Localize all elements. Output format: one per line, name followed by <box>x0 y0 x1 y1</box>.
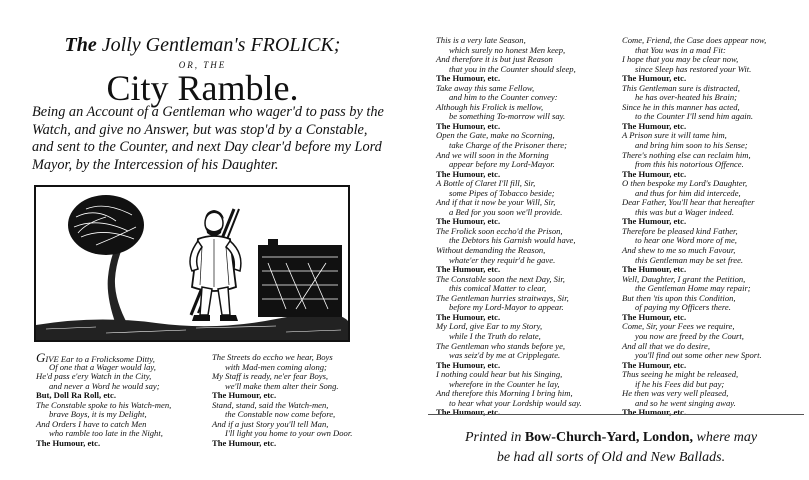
imprint-post: where may <box>696 430 758 445</box>
refrain-line: The Humour, etc. <box>622 311 687 322</box>
refrain-line: The Humour, etc. <box>622 168 687 179</box>
verse-line: My Lord, give Ear to my Story, <box>436 321 543 332</box>
drop-cap: G <box>36 350 46 365</box>
verse-line: Well, Daughter, I grant the Petition, <box>622 273 746 284</box>
verse-line: Stand, stand, said the Watch-men, <box>212 399 329 410</box>
verse-line: this was but a Wager indeed. <box>635 206 734 217</box>
imprint-line-1 <box>436 428 786 448</box>
refrain-line: The Humour, etc. <box>436 359 501 370</box>
verse-line: I nothing could hear but his Singing, <box>436 369 563 380</box>
verse-line: to hear one Word more of me, <box>635 235 737 246</box>
refrain-line: The Humour, etc. <box>436 216 501 227</box>
refrain-line: The Humour, etc. <box>436 407 501 418</box>
verse-line: the Constable now come before, <box>225 409 336 420</box>
title-frolick: FROLICK; <box>250 34 341 56</box>
bed <box>258 239 342 317</box>
verse-line: if he his Fees did but pay; <box>635 378 725 389</box>
refrain-line: The Humour, etc. <box>212 437 277 448</box>
imprint-line-2: be had all sorts of Old and New Ballads. <box>496 450 726 465</box>
verse-line: we'll make them alter their Song. <box>225 380 339 391</box>
verse-line: the Gentleman Home may repair; <box>635 283 751 294</box>
verse-line: My Staff is ready, ne'er fear Boys, <box>212 371 329 382</box>
verse-line: He'd pass e'ery Watch in the City, <box>36 371 152 382</box>
title-jolly: Jolly Gentleman's <box>101 34 246 56</box>
verse-line: The Gentleman hurries straitways, Sir, <box>436 292 569 303</box>
verse-line: But then 'tis upon this Condition, <box>622 292 736 303</box>
verse-line: O then bespoke my Lord's Daughter, <box>622 178 748 189</box>
verse-line: Come, Friend, the Case does appear now, <box>622 35 767 45</box>
refrain-line: The Humour, etc. <box>436 168 501 179</box>
verse-line: and thus for him did intercede, <box>635 187 741 198</box>
imprint-pre: Printed in <box>464 430 522 445</box>
verse-line: brave Boys, it is my Delight, <box>49 409 147 420</box>
verse-line: Dear Father, You'll hear that hereafter <box>622 197 755 208</box>
refrain-line: But, Doll Ra Roll, etc. <box>36 390 116 401</box>
verse-line: Open the Gate, make no Scorning, <box>436 130 555 141</box>
verse-line: was seiz'd by me at Cripplegate. <box>449 350 561 361</box>
refrain-line: The Humour, etc. <box>212 390 277 401</box>
verse-line: And if that it now be your Will, Sir, <box>436 197 556 208</box>
verse-line: who ramble too late in the Night, <box>49 428 163 439</box>
verse-line: And therefore this Morning I bring him, <box>436 388 573 399</box>
verse-line: you now are freed by the Court, <box>635 330 744 341</box>
refrain-line: The Humour, etc. <box>622 407 687 418</box>
verse-line: And all that we do desire, <box>622 340 710 351</box>
woodcut-drawing <box>36 187 348 340</box>
verse-line: of paying my Officers there. <box>635 302 731 313</box>
imprint <box>436 428 786 468</box>
refrain-line: The Humour, etc. <box>436 73 501 84</box>
refrain-line: The Humour, etc. <box>436 311 501 322</box>
verse-line: a Bed for you soon we'll provide. <box>449 206 563 217</box>
refrain-line: The Humour, etc. <box>622 359 687 370</box>
verse-line: some Pipes of Tobacco beside; <box>449 187 555 198</box>
verse-line-text: IVE Ear to a Frolicksome Ditty, <box>45 354 155 364</box>
verse-line: be something To-morrow will say. <box>449 111 566 122</box>
title-city-ramble: City Ramble. <box>106 68 299 108</box>
verse-column-2 <box>212 353 352 448</box>
verse-line: And if a just Story you'll tell Man, <box>212 418 329 429</box>
refrain-line: The Humour, etc. <box>622 216 687 227</box>
verse-line: and so he went singing away. <box>635 397 736 408</box>
verse-line: this comical Matter to clear, <box>449 283 547 294</box>
verse-line: to the Counter I'll send him again. <box>635 111 754 122</box>
verse-line: wherefore in the Counter he lay, <box>449 378 560 389</box>
refrain-line: The Humour, etc. <box>622 120 687 131</box>
verse-line: The Gentleman who stands before ye, <box>436 340 566 351</box>
imprint-place: Bow-Church-Yard, London, <box>524 430 694 445</box>
verse-line: appear before my Lord-Mayor. <box>449 159 555 170</box>
verse-line: He then was very well pleased, <box>622 388 729 399</box>
verse-line: Although his Frolick is mellow, <box>436 101 544 112</box>
verse-line: before my Lord-Mayor to appear. <box>449 302 564 313</box>
verse-column-1 <box>36 350 172 448</box>
refrain-line: The Humour, etc. <box>622 73 687 84</box>
verse-line: Without demanding the Reason, <box>436 245 546 256</box>
title-line-1 <box>0 34 405 57</box>
woodcut-illustration <box>34 185 350 342</box>
verse-line: And shew to me so much Favour, <box>622 245 736 256</box>
verse-line: A Prison sure it will tame him, <box>622 130 727 141</box>
verse-line: The Streets do eccho we hear, Boys <box>212 352 333 362</box>
verse-line: since Sleep has restored your Wit. <box>635 63 752 74</box>
verse-line: The Constable soon the next Day, Sir, <box>436 273 565 284</box>
verse-line: you'll find out some other new Sport. <box>635 350 762 361</box>
verse-line: he has over-heated his Brain; <box>635 92 737 103</box>
verse-line: The Frolick soon eccho'd the Prison, <box>436 225 563 236</box>
verse-line: this Gentleman may be set free. <box>635 254 744 265</box>
title-or-the: OR, THE <box>178 60 227 70</box>
refrain-line: The Humour, etc. <box>622 264 687 275</box>
verse-line: Take away this same Fellow, <box>436 82 535 93</box>
verse-line: This is a very late Season, <box>436 35 526 45</box>
verse-line: with Mad-men coming along; <box>225 361 327 372</box>
verse-line: that You was in a mad Fit: <box>635 44 726 55</box>
imprint-rule-top <box>428 414 804 415</box>
verse-line: Thus seeing he might be released, <box>622 369 739 380</box>
verse-line: Since he in this manner has acted, <box>622 101 740 112</box>
verse-line: I'll light you home to your own Door. <box>225 428 353 439</box>
refrain-line: The Humour, etc. <box>36 437 101 448</box>
verse-line: A Bottle of Claret I'll fill, Sir, <box>436 178 536 189</box>
refrain-line: The Humour, etc. <box>436 264 501 275</box>
verse-line: from this his notorious Offence. <box>635 159 744 170</box>
tree-foliage <box>68 195 144 255</box>
verse-line: while I the Truth do relate, <box>449 330 541 341</box>
verse-line: and never a Word he would say; <box>49 380 160 391</box>
verse-line: There's nothing else can reclaim him, <box>622 149 751 160</box>
verse-line: that you in the Counter should sleep, <box>449 63 576 74</box>
verse-line: And Orders I have to catch Men <box>36 418 147 429</box>
verse-line: whate'er they requir'd he gave. <box>449 254 556 265</box>
verse-line: which surely no honest Men keep, <box>449 44 566 55</box>
title-the: The <box>64 34 97 56</box>
verse-line: take Charge of the Prisoner there; <box>449 140 567 151</box>
verse-line: Of one that a Wager would lay, <box>49 361 156 372</box>
verse-line: and bring him soon to his Sense; <box>635 140 748 151</box>
ballad-description: Being an Account of a Gentleman who wager'd to pass by the Watch, and give no Answer, but was stop'd by a Constable, and sent to the Counter, and next Day clear'd before my Lord Mayor, by the Intercession of his Daughter. <box>32 104 384 173</box>
verse-line: And we will soon in the Morning <box>436 149 549 160</box>
verse-line: to hear what your Lordship would say. <box>449 397 582 408</box>
verse-line: Therefore be pleased kind Father, <box>622 225 738 236</box>
verse-line: Come, Sir, your Fees we require, <box>622 321 735 332</box>
verse-line: The Constable spoke to his Watch-men, <box>36 399 172 410</box>
verse-line: And therefore it is but just Reason <box>436 54 553 65</box>
refrain-line: The Humour, etc. <box>436 120 501 131</box>
verse-line: This Gentleman sure is distracted, <box>622 82 740 93</box>
verse-line: and him to the Counter convey: <box>449 92 558 103</box>
verse-column-4 <box>622 36 766 418</box>
verse-line: the Debtors his Garnish would have, <box>449 235 576 246</box>
verse-column-3 <box>436 36 582 418</box>
verse-line: I hope that you may be clear now, <box>622 54 739 65</box>
